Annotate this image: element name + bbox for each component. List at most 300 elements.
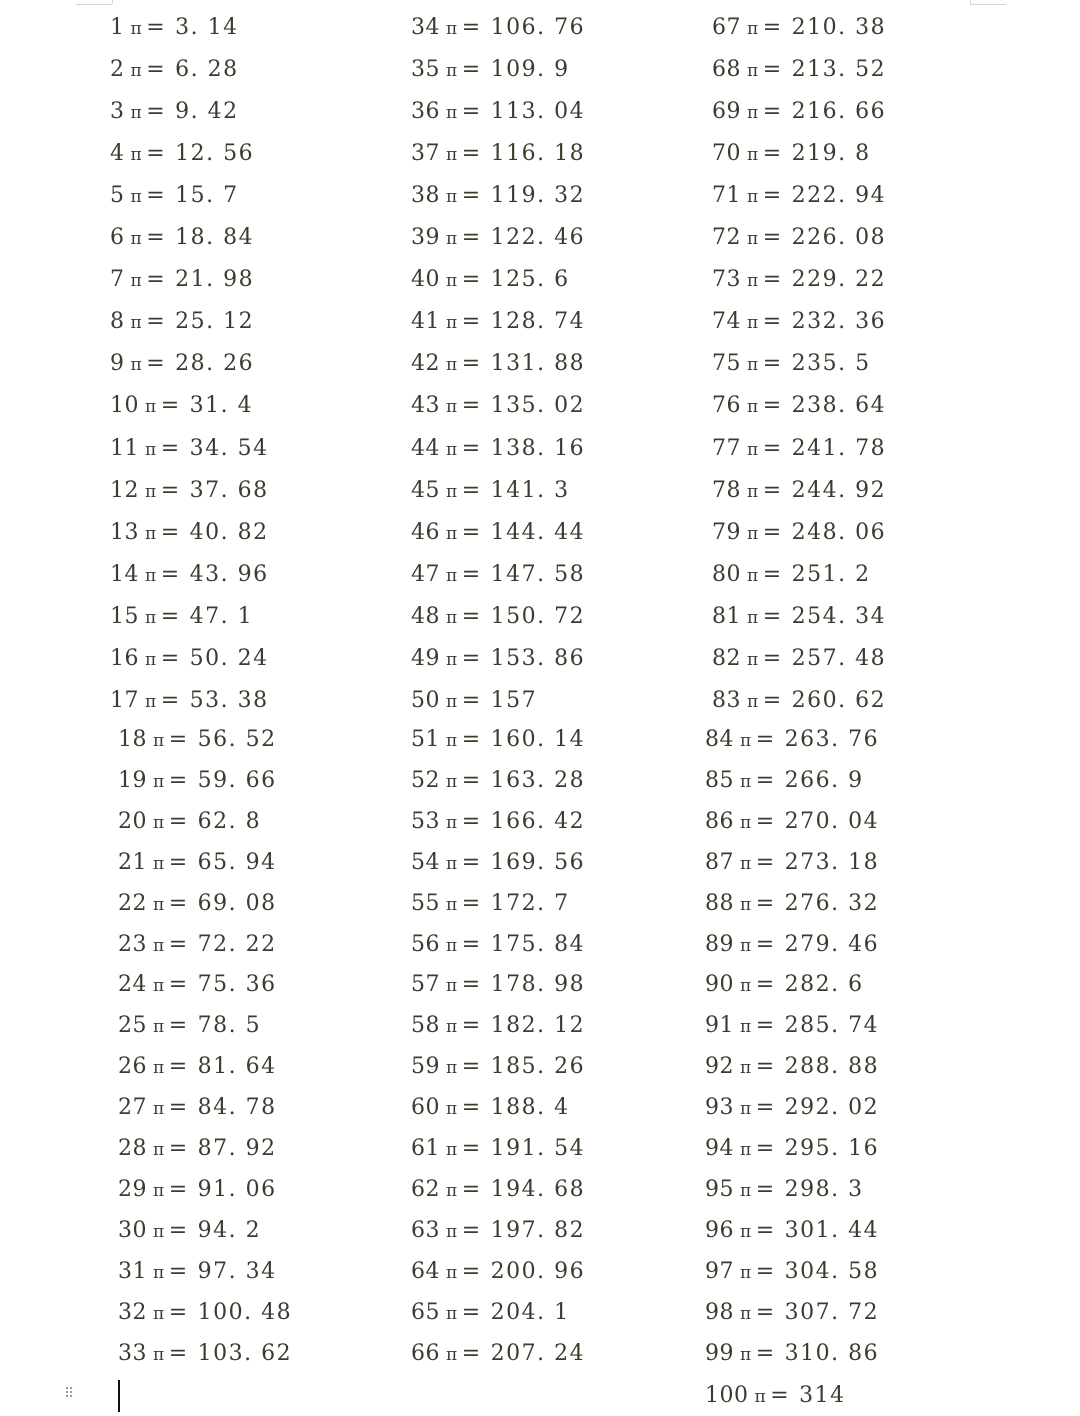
multiplier: 81 (712, 603, 741, 629)
pi-symbol: π (446, 1344, 458, 1365)
product-value: 147. 58 (490, 561, 586, 587)
pi-symbol: π (145, 607, 157, 628)
equals-sign: = (168, 931, 188, 957)
product-value: 97. 34 (197, 1258, 277, 1284)
product-value: 84. 78 (197, 1095, 277, 1121)
product-value: 128. 74 (490, 309, 586, 335)
product-value: 310. 86 (784, 1340, 880, 1366)
equals-sign: = (461, 931, 481, 957)
pi-symbol: π (153, 1180, 165, 1201)
pi-symbol: π (446, 145, 458, 166)
product-value: 31. 4 (189, 393, 254, 419)
pi-symbol: π (747, 313, 759, 334)
pi-multiple-row (411, 1134, 585, 1164)
pi-multiple-row (110, 391, 253, 421)
pi-symbol: π (446, 523, 458, 544)
pi-multiple-row (411, 181, 585, 211)
pi-symbol: π (145, 397, 157, 418)
multiplier: 62 (411, 1176, 440, 1202)
multiplier: 25 (118, 1013, 147, 1039)
product-value: 282. 6 (784, 972, 864, 998)
product-value: 65. 94 (197, 849, 277, 875)
multiplier: 93 (705, 1095, 734, 1121)
equals-sign: = (762, 267, 782, 293)
pi-symbol: π (747, 523, 759, 544)
product-value: 191. 54 (490, 1136, 586, 1161)
multiplier: 82 (712, 645, 741, 671)
pi-multiple-row (712, 560, 871, 590)
pi-symbol: π (446, 61, 458, 82)
product-value: 188. 4 (490, 1095, 570, 1121)
equals-sign: = (461, 1136, 481, 1161)
pi-multiple-row (411, 602, 585, 632)
equals-sign: = (461, 1299, 481, 1325)
pi-multiple-row (411, 848, 585, 878)
pi-multiple-row (411, 970, 585, 1000)
product-value: 248. 06 (791, 519, 887, 545)
pi-multiple-row (110, 55, 239, 85)
product-value: 216. 66 (791, 99, 887, 125)
pi-symbol: π (130, 19, 143, 39)
equals-sign: = (168, 1258, 188, 1284)
product-value: 53. 38 (189, 687, 269, 713)
pi-multiple-row (411, 391, 585, 421)
product-value: 288. 88 (784, 1054, 880, 1080)
equals-sign: = (461, 561, 481, 587)
equals-sign: = (762, 561, 782, 587)
product-value: 9. 42 (175, 99, 239, 125)
product-value: 109. 9 (490, 57, 570, 83)
equals-sign: = (762, 351, 782, 377)
pi-symbol: π (747, 229, 759, 250)
pi-symbol: π (446, 1262, 458, 1283)
multiplier: 23 (118, 931, 147, 957)
pi-multiple-row (712, 181, 886, 211)
multiplier: 22 (118, 890, 147, 916)
pi-symbol: π (446, 976, 458, 997)
product-value: 87. 92 (197, 1136, 277, 1161)
product-value: 62. 8 (197, 808, 262, 834)
multiplier: 38 (411, 183, 440, 209)
equals-sign: = (146, 183, 166, 209)
multiplier: 75 (712, 351, 741, 377)
pi-symbol: π (446, 771, 458, 792)
pi-symbol: π (740, 1344, 752, 1365)
equals-sign: = (461, 890, 481, 916)
pi-multiple-row (712, 139, 871, 169)
pi-symbol: π (747, 355, 759, 376)
pi-symbol: π (446, 397, 458, 418)
product-value: 131. 88 (490, 351, 586, 377)
equals-sign: = (146, 57, 166, 83)
product-value: 122. 46 (490, 225, 586, 251)
equals-sign: = (461, 309, 481, 335)
equals-sign: = (146, 225, 166, 251)
pi-multiple-row (411, 307, 585, 337)
multiplier: 63 (411, 1217, 440, 1243)
product-value: 185. 26 (490, 1054, 586, 1080)
equals-sign: = (755, 1095, 775, 1121)
product-value: 40. 82 (189, 519, 269, 545)
product-value: 197. 82 (490, 1217, 586, 1243)
equals-sign: = (755, 1013, 775, 1039)
pi-symbol: π (446, 1180, 458, 1201)
product-value: 12. 56 (175, 141, 255, 167)
multiplier: 89 (705, 931, 734, 957)
equals-sign: = (762, 687, 782, 713)
multiplier: 21 (118, 849, 147, 875)
product-value: 232. 36 (791, 309, 887, 335)
pi-multiple-row (110, 602, 253, 632)
equals-sign: = (160, 435, 180, 461)
product-value: 47. 1 (189, 603, 254, 629)
multiplier: 17 (110, 687, 139, 713)
pi-symbol: π (446, 812, 458, 833)
pi-symbol: π (153, 1099, 165, 1120)
pi-multiple-row (110, 139, 254, 169)
pi-symbol: π (130, 229, 143, 250)
pi-multiple-row (118, 1093, 277, 1123)
multiplier: 39 (411, 225, 440, 251)
multiplier: 31 (118, 1258, 147, 1284)
pi-symbol: π (446, 103, 458, 124)
product-value: 235. 5 (791, 351, 871, 377)
pi-symbol: π (446, 229, 458, 250)
product-value: 72. 22 (197, 931, 277, 957)
equals-sign: = (168, 1013, 188, 1039)
equals-sign: = (755, 1217, 775, 1243)
multiplier: 45 (411, 477, 440, 503)
pi-multiple-row (110, 97, 239, 127)
product-value: 150. 72 (490, 603, 586, 629)
product-value: 81. 64 (197, 1054, 277, 1080)
pi-multiple-row (411, 889, 570, 919)
equals-sign: = (146, 267, 166, 293)
pi-multiple-row (712, 686, 886, 716)
pi-multiple-row (411, 1052, 585, 1082)
pi-multiple-row (705, 930, 879, 960)
equals-sign: = (461, 519, 481, 545)
equals-sign: = (755, 1299, 775, 1325)
equals-sign: = (146, 99, 166, 125)
multiplier: 49 (411, 645, 440, 671)
multiplier: 58 (411, 1013, 440, 1039)
equals-sign: = (461, 767, 481, 793)
pi-multiple-row (712, 602, 886, 632)
pi-multiple-row (712, 476, 886, 506)
equals-sign: = (461, 393, 481, 419)
pi-symbol: π (145, 523, 157, 544)
multiplier: 91 (705, 1013, 734, 1039)
pi-symbol: π (740, 1140, 752, 1160)
pi-multiple-row (411, 766, 585, 796)
product-value: 166. 42 (490, 808, 586, 834)
pi-symbol: π (747, 649, 759, 670)
pi-symbol: π (740, 1017, 752, 1038)
equals-sign: = (762, 141, 782, 167)
multiplier: 42 (411, 351, 440, 377)
pi-symbol: π (446, 691, 458, 712)
multiplier: 5 (110, 183, 125, 209)
pi-symbol: π (446, 271, 458, 292)
pi-symbol: π (153, 853, 165, 874)
pi-symbol: π (446, 935, 458, 956)
multiplier: 95 (705, 1176, 734, 1202)
pi-symbol: π (446, 1221, 458, 1242)
product-value: 50. 24 (189, 645, 269, 671)
multiplier: 28 (118, 1136, 147, 1161)
pi-multiple-row (705, 1011, 879, 1041)
pi-symbol: π (153, 1221, 165, 1242)
multiplier: 87 (705, 849, 734, 875)
pi-multiple-row (705, 1093, 879, 1123)
product-value: 229. 22 (791, 267, 887, 293)
multiplier: 83 (712, 687, 741, 713)
multiplier: 64 (411, 1258, 440, 1284)
pi-multiple-row (110, 349, 254, 379)
equals-sign: = (461, 1176, 481, 1202)
equals-sign: = (168, 1340, 188, 1366)
text-cursor (118, 1380, 120, 1412)
pi-symbol: π (446, 313, 458, 334)
pi-symbol: π (446, 1099, 458, 1120)
pi-multiple-row (411, 1298, 570, 1328)
multiplier: 100 (705, 1383, 749, 1408)
pi-multiple-row (712, 307, 886, 337)
pi-multiple-row (705, 725, 879, 755)
multiplier: 3 (110, 99, 125, 125)
equals-sign: = (461, 1013, 481, 1039)
pi-multiple-row (712, 434, 886, 464)
equals-sign: = (461, 99, 481, 125)
equals-sign: = (461, 1054, 481, 1080)
pi-multiple-row (118, 1011, 261, 1041)
pi-multiple-row (712, 223, 886, 253)
multiplier: 7 (110, 267, 125, 293)
equals-sign: = (160, 477, 180, 503)
equals-sign: = (755, 890, 775, 916)
equals-sign: = (762, 603, 782, 629)
pi-symbol: π (153, 731, 165, 751)
pi-symbol: π (446, 853, 458, 874)
pi-multiple-row (118, 766, 277, 796)
multiplier: 10 (110, 393, 139, 419)
equals-sign: = (168, 1136, 188, 1161)
multiplier: 79 (712, 519, 741, 545)
pi-multiple-row (705, 1134, 879, 1164)
equals-sign: = (168, 849, 188, 875)
pi-symbol: π (747, 271, 759, 292)
multiplier: 29 (118, 1176, 147, 1202)
pi-multiple-row (411, 1257, 585, 1287)
pi-symbol: π (740, 1221, 752, 1242)
product-value: 135. 02 (490, 393, 586, 419)
multiplier: 57 (411, 972, 440, 998)
pi-multiple-row (411, 13, 585, 43)
pi-multiple-row (118, 848, 277, 878)
multiplier: 99 (705, 1340, 734, 1366)
pi-multiple-row (411, 1093, 570, 1123)
multiplier: 16 (110, 645, 139, 671)
product-value: 210. 38 (791, 15, 887, 40)
product-value: 106. 76 (490, 15, 586, 40)
equals-sign: = (755, 1136, 775, 1161)
pi-symbol: π (446, 439, 458, 460)
pi-multiple-row (110, 476, 269, 506)
product-value: 172. 7 (490, 890, 570, 916)
pi-multiple-row (705, 1381, 846, 1411)
multiplier: 66 (411, 1340, 440, 1366)
multiplier: 65 (411, 1299, 440, 1325)
equals-sign: = (461, 1258, 481, 1284)
pi-multiple-row (110, 181, 239, 211)
pi-multiple-row (411, 686, 537, 716)
multiplier: 56 (411, 931, 440, 957)
pi-symbol: π (153, 1058, 165, 1079)
product-value: 100. 48 (197, 1299, 293, 1325)
pi-multiple-row (110, 644, 269, 674)
multiplier: 20 (118, 808, 147, 834)
pi-multiple-row (110, 223, 254, 253)
pi-symbol: π (446, 1017, 458, 1038)
product-value: 207. 24 (490, 1340, 586, 1366)
equals-sign: = (762, 309, 782, 335)
multiplier: 98 (705, 1299, 734, 1325)
pi-symbol: π (754, 1387, 767, 1407)
equals-sign: = (160, 645, 180, 671)
pi-multiple-row (110, 560, 269, 590)
equals-sign: = (461, 972, 481, 998)
equals-sign: = (461, 477, 481, 503)
product-value: 254. 34 (791, 603, 887, 629)
multiplier: 43 (411, 393, 440, 419)
pi-symbol: π (145, 481, 157, 502)
product-value: 219. 8 (791, 141, 871, 167)
pi-multiple-row (705, 970, 864, 1000)
multiplier: 71 (712, 183, 741, 209)
multiplier: 8 (110, 309, 125, 335)
equals-sign: = (461, 435, 481, 461)
equals-sign: = (168, 1095, 188, 1121)
product-value: 75. 36 (197, 972, 277, 998)
pi-symbol: π (747, 607, 759, 628)
product-value: 113. 04 (490, 99, 586, 125)
equals-sign: = (461, 603, 481, 629)
pi-multiple-row (118, 1257, 277, 1287)
pi-symbol: π (153, 894, 165, 915)
multiplier: 9 (110, 351, 125, 377)
pi-symbol: π (446, 187, 458, 208)
product-value: 266. 9 (784, 767, 864, 793)
multiplier: 15 (110, 603, 139, 629)
product-value: 163. 28 (490, 767, 586, 793)
product-value: 263. 76 (784, 727, 880, 752)
product-value: 103. 62 (197, 1340, 293, 1366)
product-value: 238. 64 (791, 393, 887, 419)
pi-symbol: π (446, 1058, 458, 1079)
pi-multiple-row (110, 686, 269, 716)
pi-symbol: π (153, 812, 165, 833)
product-value: 307. 72 (784, 1299, 880, 1325)
equals-sign: = (461, 141, 481, 167)
pi-multiple-row (411, 807, 585, 837)
equals-sign: = (762, 15, 782, 40)
multiplier: 44 (411, 435, 440, 461)
multiplier: 55 (411, 890, 440, 916)
equals-sign: = (461, 1340, 481, 1366)
pi-multiple-row (118, 1216, 261, 1246)
pi-symbol: π (130, 145, 143, 166)
pi-multiple-row (705, 1052, 879, 1082)
equals-sign: = (755, 972, 775, 998)
pi-symbol: π (145, 691, 157, 712)
pi-symbol: π (740, 1058, 752, 1079)
multiplier: 30 (118, 1217, 147, 1243)
product-value: 18. 84 (175, 225, 255, 251)
equals-sign: = (755, 767, 775, 793)
equals-sign: = (160, 687, 180, 713)
pi-multiple-row (705, 1175, 864, 1205)
pi-multiple-row (705, 1257, 879, 1287)
multiplier: 47 (411, 561, 440, 587)
pi-multiple-row (705, 1298, 879, 1328)
pi-symbol: π (153, 976, 165, 997)
product-value: 69. 08 (197, 890, 277, 916)
multiplier: 46 (411, 519, 440, 545)
pi-symbol: π (747, 145, 759, 166)
equals-sign: = (461, 727, 481, 752)
multiplier: 77 (712, 435, 741, 461)
pi-multiple-row (411, 434, 585, 464)
multiplier: 40 (411, 267, 440, 293)
pi-multiple-row (118, 889, 277, 919)
product-value: 59. 66 (197, 767, 277, 793)
equals-sign: = (146, 309, 166, 335)
product-value: 138. 16 (490, 435, 586, 461)
multiplier: 24 (118, 972, 147, 998)
product-value: 301. 44 (784, 1217, 880, 1243)
pi-multiple-row (118, 807, 261, 837)
product-value: 153. 86 (490, 645, 586, 671)
pi-symbol: π (130, 61, 143, 82)
product-value: 276. 32 (784, 890, 880, 916)
drag-handle-icon[interactable]: ⠿ (64, 1386, 75, 1402)
pi-multiple-row (118, 1339, 292, 1369)
multiplier: 4 (110, 141, 125, 167)
product-value: 285. 74 (784, 1013, 880, 1039)
multiplier: 92 (705, 1054, 734, 1080)
multiplier: 67 (712, 15, 741, 40)
multiplier: 74 (712, 309, 741, 335)
equals-sign: = (762, 477, 782, 503)
pi-symbol: π (747, 439, 759, 460)
pi-multiple-row (411, 1339, 585, 1369)
pi-multiple-row (411, 265, 570, 295)
pi-multiple-row (705, 889, 879, 919)
multiplier: 54 (411, 849, 440, 875)
pi-symbol: π (747, 103, 759, 124)
pi-symbol: π (130, 187, 143, 208)
multiplier: 35 (411, 57, 440, 83)
equals-sign: = (160, 393, 180, 419)
equals-sign: = (168, 727, 188, 752)
product-value: 241. 78 (791, 435, 887, 461)
pi-symbol: π (747, 691, 759, 712)
equals-sign: = (762, 393, 782, 419)
pi-symbol: π (130, 313, 143, 334)
product-value: 157 (490, 687, 538, 713)
pi-multiple-row (712, 55, 886, 85)
